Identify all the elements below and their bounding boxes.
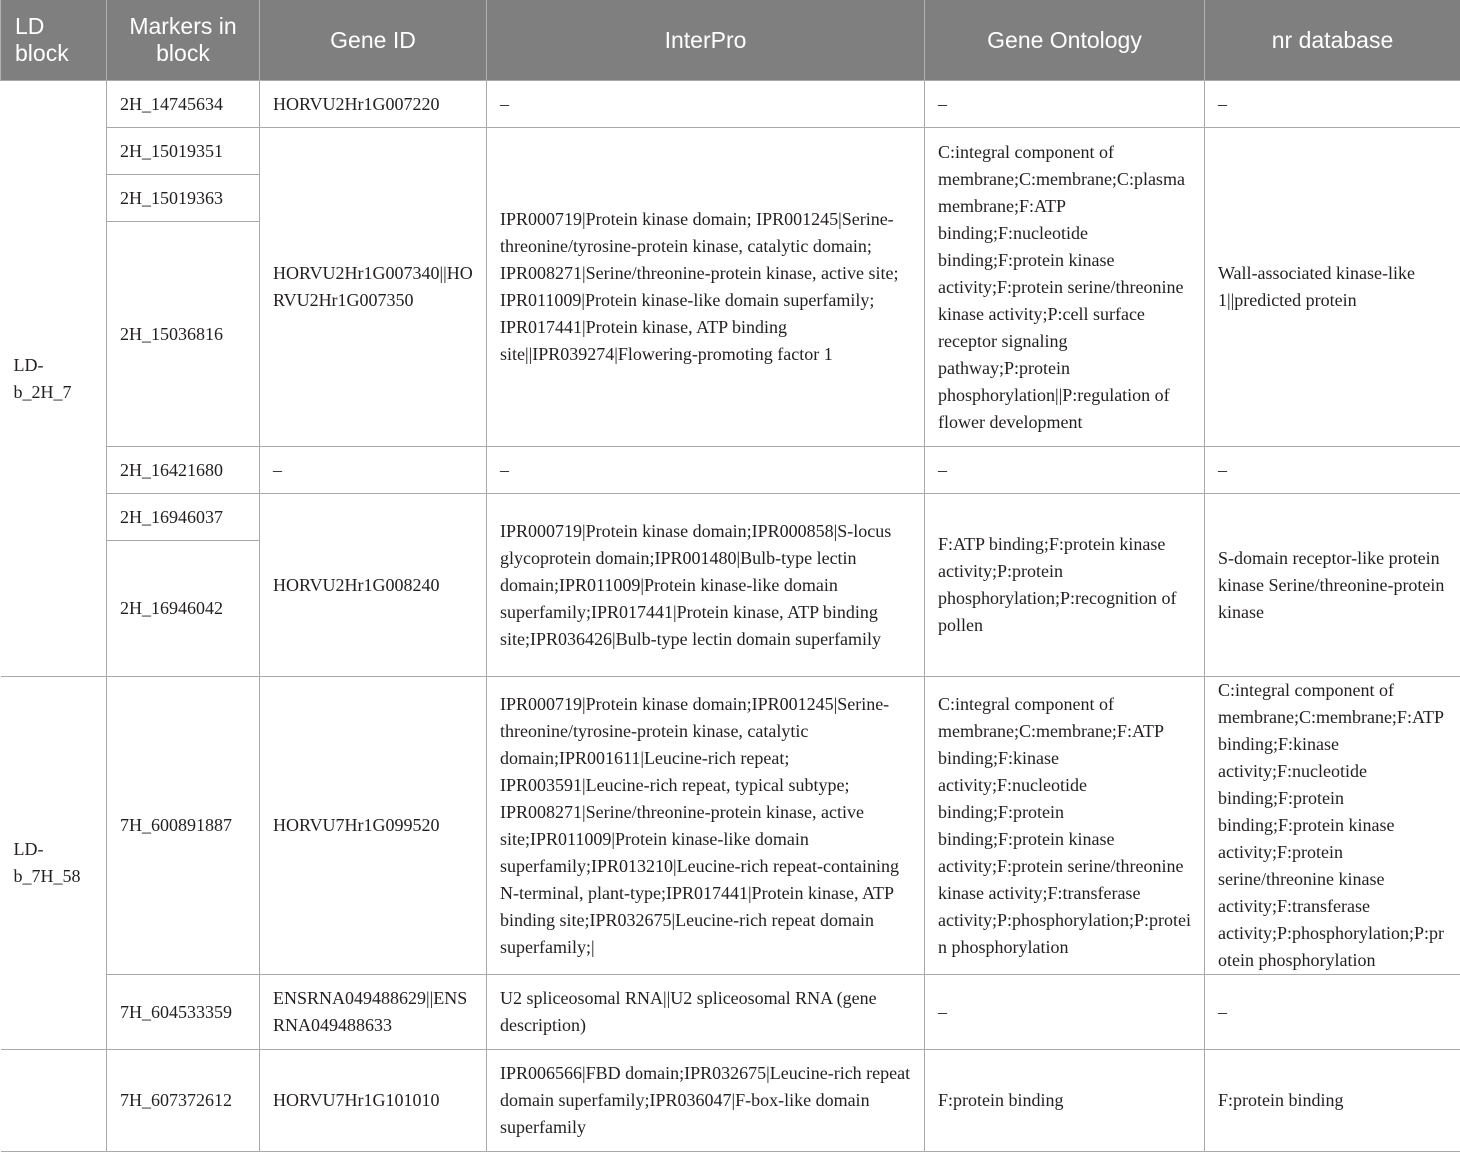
nr-database-cell: Wall-associated kinase-like 1||predicted protein	[1205, 128, 1460, 447]
gene-id-cell: HORVU2Hr1G007340||HORVU2Hr1G007350	[260, 128, 487, 447]
gene-id-cell: –	[260, 447, 487, 494]
gene-ontology-cell: F:ATP binding;F:protein kinase activity;P:protein phosphorylation;P:recognition of pollen	[925, 494, 1205, 677]
interpro-cell: IPR006566|FBD domain;IPR032675|Leucine-rich repeat domain superfamily;IPR036047|F-box-like domain superfamily	[487, 1050, 925, 1152]
ld-block-cell: LD-b_7H_58	[1, 677, 107, 1050]
nr-database-cell: –	[1205, 975, 1460, 1050]
ld-block-cell: LD-b_2H_7	[1, 81, 107, 677]
header-ld-block: LD block	[1, 0, 107, 81]
marker-cell: 7H_607372612	[107, 1050, 260, 1152]
marker-cell: 2H_15019363	[107, 175, 260, 222]
gene-id-cell: HORVU7Hr1G099520	[260, 677, 487, 975]
gene-ontology-cell: C:integral component of membrane;C:membrane;F:ATP binding;F:kinase activity;F:nucleotide binding;F:protein binding;F:protein kinase activity;F:protein serine/threonine kinase activity;F:transferase activity;P:phosphorylation;P:protein phosphorylation	[925, 677, 1205, 975]
nr-database-cell: –	[1205, 81, 1460, 128]
header-nr-database: nr database	[1205, 0, 1460, 81]
gene-ontology-cell: –	[925, 81, 1205, 128]
nr-database-cell: F:protein binding	[1205, 1050, 1460, 1152]
gene-ontology-cell: C:integral component of membrane;C:membrane;C:plasma membrane;F:ATP binding;F:nucleotide binding;F:protein kinase activity;F:protein serine/threonine kinase activity;P:cell surface receptor signaling pathway;P:protein phosphorylation||P:regulation of flower development	[925, 128, 1205, 447]
interpro-cell: –	[487, 447, 925, 494]
marker-cell: 7H_604533359	[107, 975, 260, 1050]
interpro-cell: IPR000719|Protein kinase domain;IPR000858|S-locus glycoprotein domain;IPR001480|Bulb-type lectin domain;IPR011009|Protein kinase-like domain superfamily;IPR017441|Protein kinase, ATP binding site;IPR036426|Bulb-type lectin domain superfamily	[487, 494, 925, 677]
gene-ontology-cell: F:protein binding	[925, 1050, 1205, 1152]
marker-cell: 2H_15019351	[107, 128, 260, 175]
ld-block-cell-continued	[1, 1050, 107, 1152]
header-gene-ontology: Gene Ontology	[925, 0, 1205, 81]
gene-id-cell: HORVU7Hr1G101010	[260, 1050, 487, 1152]
interpro-cell: IPR000719|Protein kinase domain;IPR001245|Serine-threonine/tyrosine-protein kinase, catalytic domain;IPR001611|Leucine-rich repeat; IPR003591|Leucine-rich repeat, typical subtype; IPR008271|Serine/threonine-protein kinase, active site;IPR011009|Protein kinase-like domain superfamily;IPR013210|Leucine-rich repeat-containing N-terminal, plant-type;IPR017441|Protein kinase, ATP binding site;IPR032675|Leucine-rich repeat domain superfamily;|	[487, 677, 925, 975]
marker-cell: 2H_15036816	[107, 222, 260, 447]
table-row	[1, 1050, 1460, 1152]
marker-cell: 2H_16946037	[107, 494, 260, 541]
marker-cell: 2H_14745634	[107, 81, 260, 128]
table-row	[1, 677, 1460, 975]
nr-database-cell: C:integral component of membrane;C:membrane;F:ATP binding;F:kinase activity;F:nucleotide binding;F:protein binding;F:protein kinase activity;F:protein serine/threonine kinase activity;F:transferase activity;P:phosphorylation;P:protein phosphorylation	[1205, 677, 1460, 975]
nr-database-cell: –	[1205, 447, 1460, 494]
header-gene-id: Gene ID	[260, 0, 487, 81]
marker-cell: 2H_16946042	[107, 541, 260, 677]
header-row	[1, 0, 1460, 81]
interpro-cell: U2 spliceosomal RNA||U2 spliceosomal RNA (gene description)	[487, 975, 925, 1050]
gene-id-cell: HORVU2Hr1G007220	[260, 81, 487, 128]
header-interpro: InterPro	[487, 0, 925, 81]
marker-cell: 7H_600891887	[107, 677, 260, 975]
interpro-cell: –	[487, 81, 925, 128]
interpro-cell: IPR000719|Protein kinase domain; IPR001245|Serine-threonine/tyrosine-protein kinase, catalytic domain; IPR008271|Serine/threonine-protein kinase, active site; IPR011009|Protein kinase-like domain superfamily; IPR017441|Protein kinase, ATP binding site||IPR039274|Flowering-promoting factor 1	[487, 128, 925, 447]
gene-ontology-cell: –	[925, 975, 1205, 1050]
table-row	[1, 494, 1460, 541]
gene-id-cell: ENSRNA049488629||ENSRNA049488633	[260, 975, 487, 1050]
nr-database-cell: S-domain receptor-like protein kinase Serine/threonine-protein kinase	[1205, 494, 1460, 677]
gene-ontology-cell: –	[925, 447, 1205, 494]
header-markers-in-block: Markers in block	[107, 0, 260, 81]
table-row	[1, 975, 1460, 1050]
gene-id-cell: HORVU2Hr1G008240	[260, 494, 487, 677]
marker-cell: 2H_16421680	[107, 447, 260, 494]
table-row	[1, 81, 1460, 128]
table-row	[1, 128, 1460, 175]
table-row	[1, 447, 1460, 494]
